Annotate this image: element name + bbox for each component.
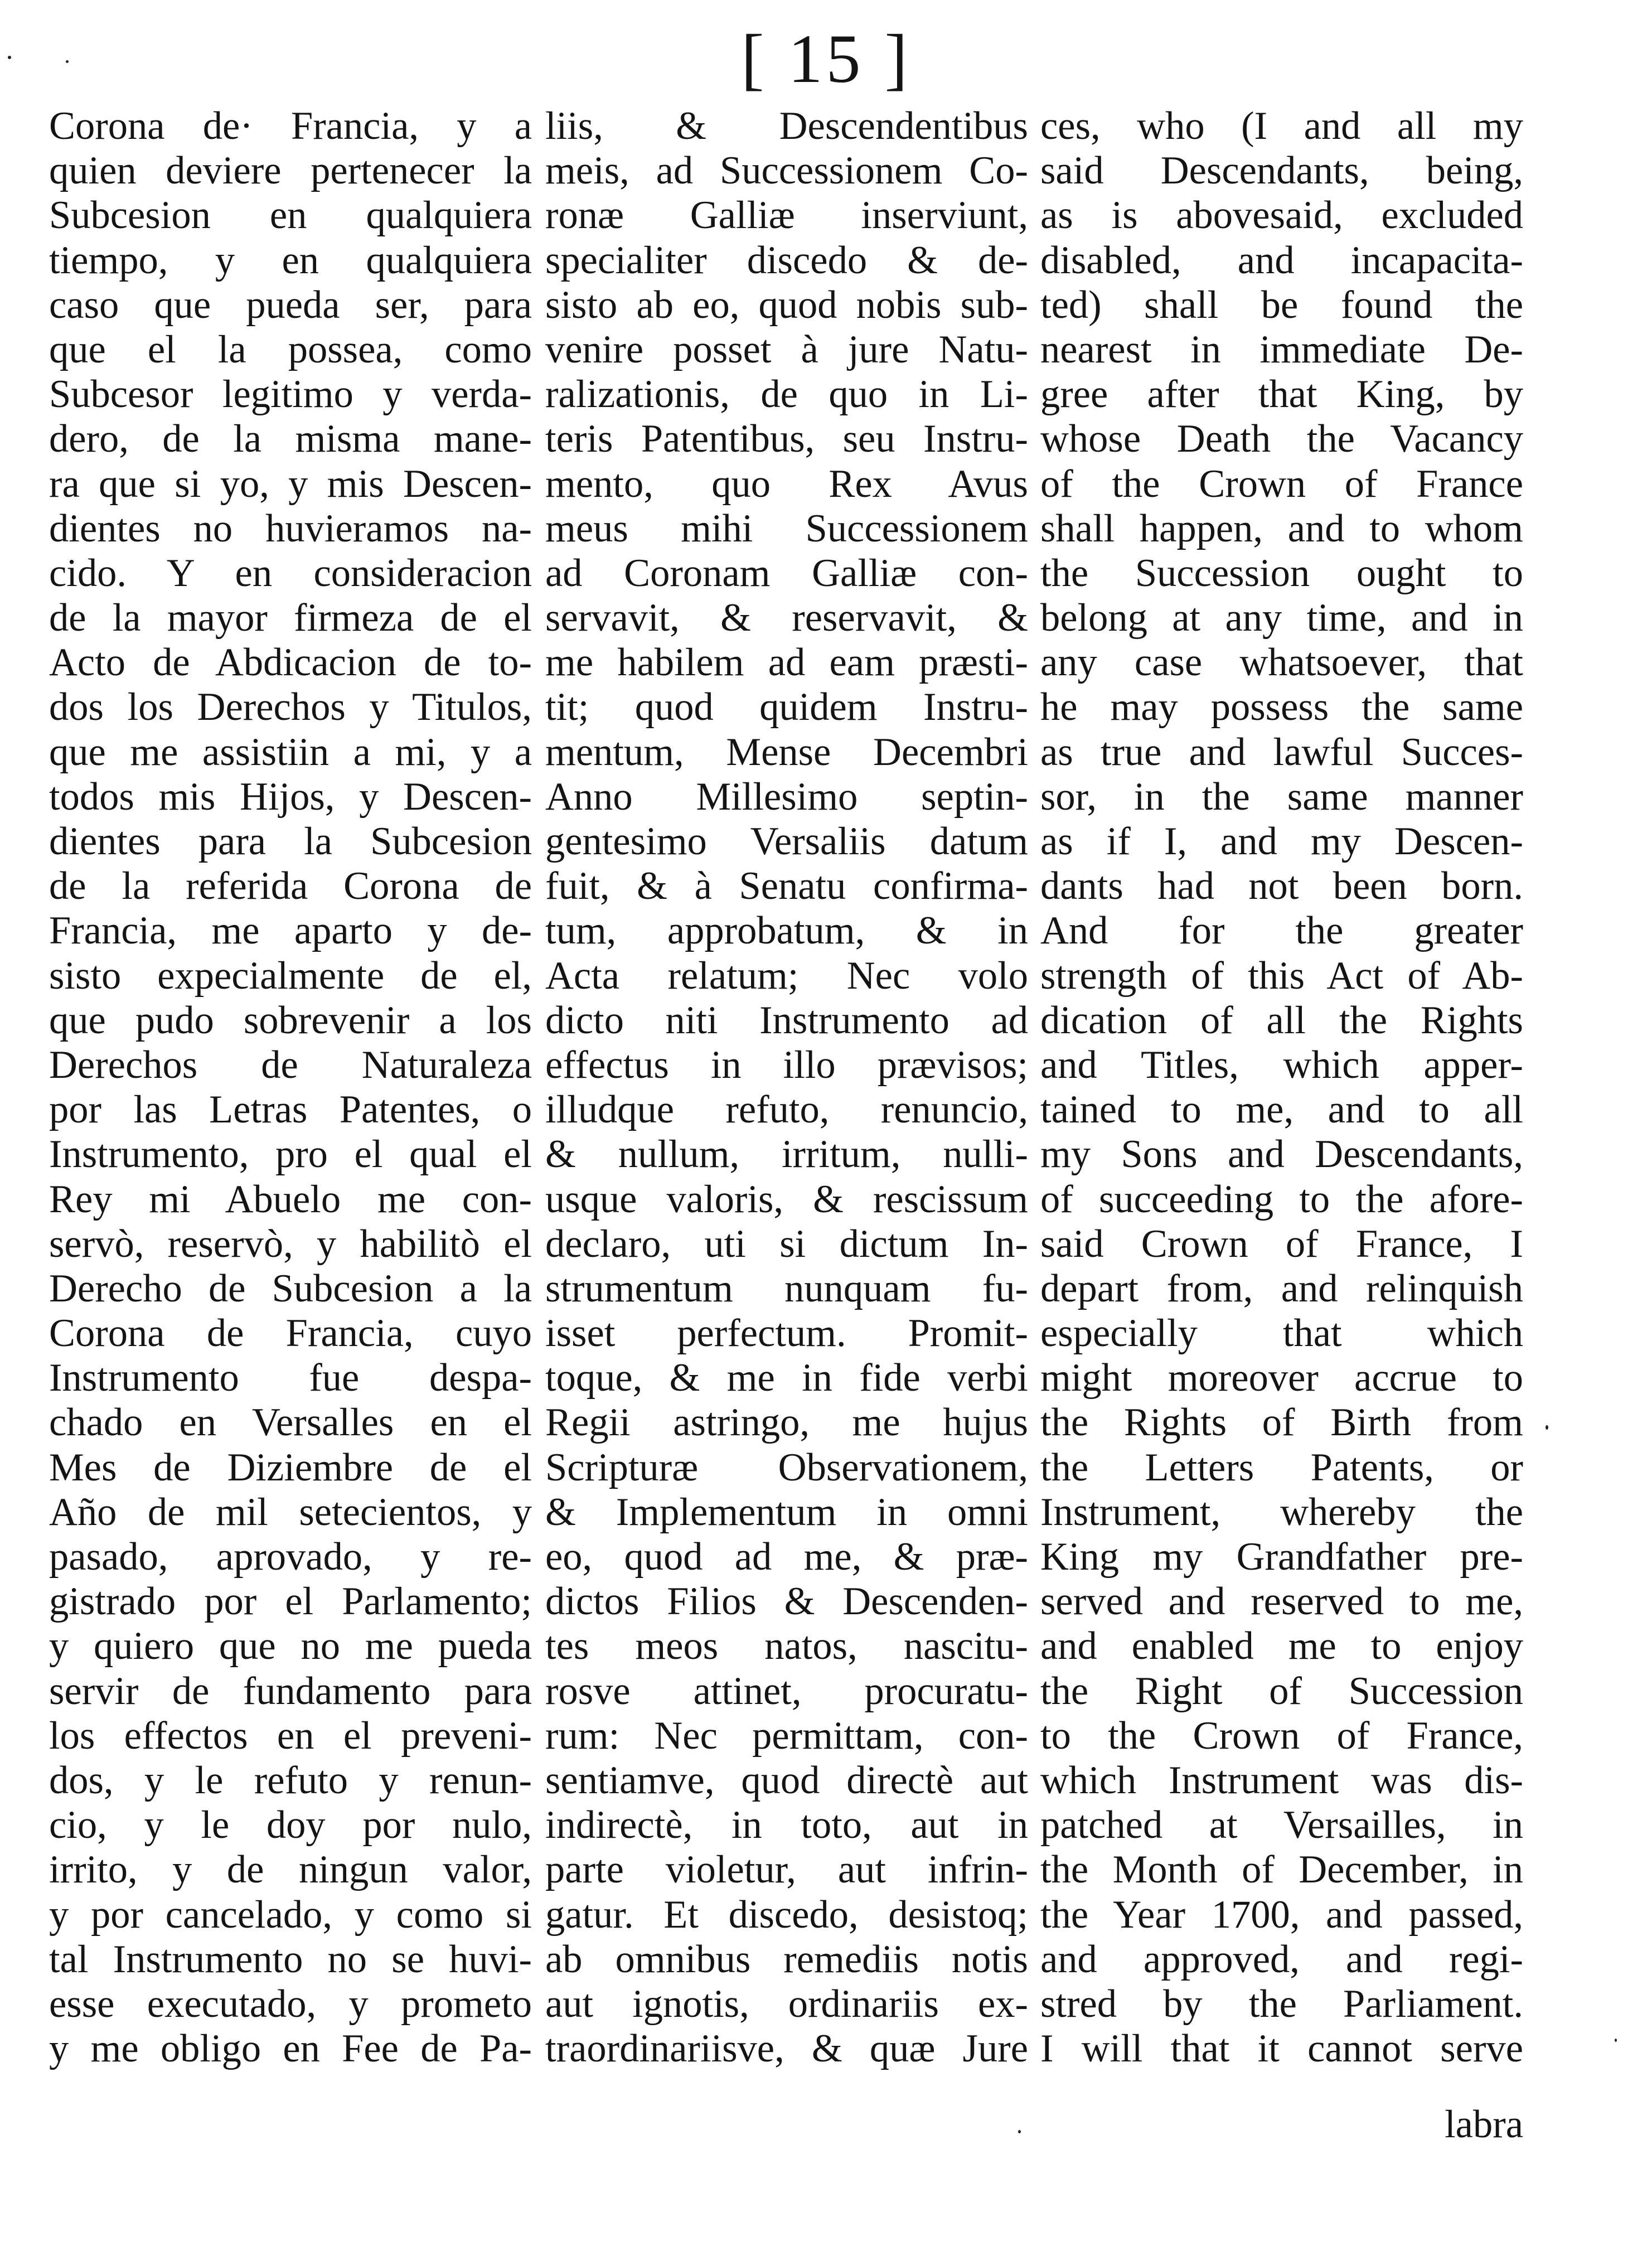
spanish-line: servir de fundamento para	[49, 1669, 532, 1713]
spanish-line: por las Letras Patentes, o	[49, 1088, 532, 1132]
latin-line: aut ignotis, ordinariis ex-	[545, 1982, 1028, 2026]
english-line: tained to me, and to all	[1040, 1088, 1523, 1132]
english-line: patched at Versailles, in	[1040, 1803, 1523, 1847]
latin-line: Anno Millesimo septin-	[545, 774, 1028, 819]
english-line: the Letters Patents, or	[1040, 1445, 1523, 1489]
spanish-line: que el la possea, como	[49, 327, 532, 371]
latin-line: illudque refuto, renuncio,	[545, 1088, 1028, 1132]
latin-line: fuit, & à Senatu confirma-	[545, 864, 1028, 908]
spanish-line: todos mis Hijos, y Descen-	[49, 774, 532, 819]
spanish-line: Instrumento, pro el qual el	[49, 1132, 532, 1177]
english-line: sor, in the same manner	[1040, 774, 1523, 819]
latin-line: tes meos natos, nascitu-	[545, 1624, 1028, 1668]
english-line: nearest in immediate De-	[1040, 327, 1523, 371]
english-line: And for the greater	[1040, 909, 1523, 953]
latin-line: gatur. Et discedo, desistoq;	[545, 1892, 1028, 1937]
spanish-line: Instrumento fue despa-	[49, 1356, 532, 1400]
english-line: Instrument, whereby the	[1040, 1490, 1523, 1534]
latin-line: sisto ab eo, quod nobis sub-	[545, 283, 1028, 327]
ink-speck	[1018, 2130, 1021, 2133]
english-line: disabled, and incapacita-	[1040, 238, 1523, 282]
english-line: the Month of December, in	[1040, 1848, 1523, 1892]
spanish-line: dientes para la Subcesion	[49, 820, 532, 863]
latin-line: servavit, & reservavit, &	[545, 596, 1028, 640]
english-line: dants had not been born.	[1040, 864, 1523, 908]
english-line: the Rights of Birth from	[1040, 1401, 1523, 1445]
english-line: as true and lawful Succes-	[1040, 730, 1523, 774]
english-line: depart from, and relinquish	[1040, 1266, 1523, 1310]
spanish-line: Año de mil setecientos, y	[49, 1490, 532, 1534]
latin-line: dictos Filios & Descenden-	[545, 1580, 1028, 1624]
english-line: which Instrument was dis-	[1040, 1758, 1523, 1802]
english-line: I will that it cannot serve	[1040, 2027, 1523, 2071]
spanish-line: y me obligo en Fee de Pa-	[49, 2027, 532, 2071]
english-line: of succeeding to the afore-	[1040, 1177, 1523, 1221]
spanish-line: que pudo sobrevenir a los	[49, 998, 532, 1042]
latin-line: Regii astringo, me hujus	[545, 1401, 1028, 1445]
latin-line: me habilem ad eam præsti-	[545, 641, 1028, 685]
spanish-line: dos los Derechos y Titulos,	[49, 685, 532, 729]
latin-line: ad Coronam Galliæ con-	[545, 551, 1028, 595]
spanish-line: Subcesion en qualquiera	[49, 193, 532, 238]
spanish-line: sisto expecialmente de el,	[49, 953, 532, 998]
latin-line: ronæ Galliæ inserviunt,	[545, 193, 1028, 238]
english-line: as is abovesaid, excluded	[1040, 193, 1523, 238]
spanish-line: cio, y le doy por nulo,	[49, 1803, 532, 1847]
spanish-line: cido. Y en consideracion	[49, 551, 532, 595]
latin-line: meis, ad Successionem Co-	[545, 149, 1028, 193]
english-line: and approved, and regi-	[1040, 1937, 1523, 1981]
english-line: he may possess the same	[1040, 685, 1523, 729]
latin-line: strumentum nunquam fu-	[545, 1266, 1028, 1310]
english-line: said Crown of France, I	[1040, 1222, 1523, 1266]
spanish-line: caso que pueda ser, para	[49, 283, 532, 327]
english-line: might moreover accrue to	[1040, 1356, 1523, 1400]
latin-line: ralizationis, de quo in Li-	[545, 372, 1028, 417]
latin-line: meus mihi Successionem	[545, 506, 1028, 550]
spanish-line: y por cancelado, y como si	[49, 1892, 532, 1937]
spanish-line: Francia, me aparto y de-	[49, 909, 532, 953]
latin-line: isset perfectum. Promit-	[545, 1311, 1028, 1356]
spanish-line: Derecho de Subcesion a la	[49, 1266, 532, 1310]
latin-line: eo, quod ad me, & præ-	[545, 1535, 1028, 1579]
latin-line: specialiter discedo & de-	[545, 238, 1028, 282]
english-line: said Descendants, being,	[1040, 149, 1523, 193]
ink-speck	[8, 56, 11, 59]
english-line: to the Crown of France,	[1040, 1713, 1523, 1758]
spanish-line: servò, reservò, y habilitò el	[49, 1222, 532, 1266]
english-line: strength of this Act of Ab-	[1040, 953, 1523, 998]
spanish-line: de la referida Corona de	[49, 864, 532, 908]
page-number: [ 15 ]	[741, 21, 911, 97]
ink-speck	[1546, 1425, 1548, 1430]
latin-line: tit; quod quidem Instru-	[545, 685, 1028, 729]
spanish-line: dero, de la misma mane-	[49, 417, 532, 461]
latin-line: effectus in illo prævisos;	[545, 1043, 1028, 1087]
english-line: as if I, and my Descen-	[1040, 820, 1523, 863]
latin-line: gentesimo Versaliis datum	[545, 820, 1028, 863]
ink-speck	[1615, 2039, 1617, 2042]
latin-line: parte violetur, aut infrin-	[545, 1848, 1028, 1892]
spanish-line: gistrado por el Parlamento;	[49, 1580, 532, 1624]
spanish-line: tal Instrumento no se huvi-	[49, 1937, 532, 1981]
latin-line: & Implementum in omni	[545, 1490, 1028, 1534]
spanish-line: los effectos en el preveni-	[49, 1713, 532, 1758]
english-line: and Titles, which apper-	[1040, 1043, 1523, 1087]
english-line: ces, who (I and all my	[1040, 104, 1523, 148]
english-line: ted) shall be found the	[1040, 283, 1523, 327]
latin-line: declaro, uti si dictum In-	[545, 1222, 1028, 1266]
english-line: the Year 1700, and passed,	[1040, 1892, 1523, 1937]
latin-line: Acta relatum; Nec volo	[545, 953, 1028, 998]
latin-line: traordinariisve, & quæ Jure	[545, 2027, 1028, 2071]
english-line: King my Grandfather pre-	[1040, 1535, 1523, 1579]
spanish-line: Rey mi Abuelo me con-	[49, 1177, 532, 1221]
english-line: served and reserved to me,	[1040, 1580, 1523, 1624]
spanish-line: Mes de Diziembre de el	[49, 1445, 532, 1489]
english-line: stred by the Parliament.	[1040, 1982, 1523, 2026]
latin-line: teris Patentibus, seu Instru-	[545, 417, 1028, 461]
latin-line: indirectè, in toto, aut in	[545, 1803, 1028, 1847]
english-line: dication of all the Rights	[1040, 998, 1523, 1042]
english-line: the Right of Succession	[1040, 1669, 1523, 1713]
english-line: my Sons and Descendants,	[1040, 1132, 1523, 1177]
spanish-line: Corona de· Francia, y a	[49, 104, 532, 148]
spanish-line: pasado, aprovado, y re-	[49, 1535, 532, 1579]
latin-line: usque valoris, & rescissum	[545, 1177, 1028, 1221]
english-line: any case whatsoever, that	[1040, 641, 1523, 685]
english-line: and enabled me to enjoy	[1040, 1624, 1523, 1668]
spanish-line: Acto de Abdicacion de to-	[49, 641, 532, 685]
english-line: whose Death the Vacancy	[1040, 417, 1523, 461]
english-line: of the Crown of France	[1040, 462, 1523, 506]
spanish-line: Derechos de Naturaleza	[49, 1043, 532, 1087]
english-line: belong at any time, and in	[1040, 596, 1523, 640]
latin-line: dicto niti Instrumento ad	[545, 998, 1028, 1042]
latin-line: rosve attinet, procuratu-	[545, 1669, 1028, 1713]
latin-line: toque, & me in fide verbi	[545, 1356, 1028, 1400]
spanish-line: esse executado, y prometo	[49, 1982, 532, 2026]
spanish-line: dos, y le refuto y renun-	[49, 1758, 532, 1802]
latin-column	[545, 104, 1028, 2071]
latin-line: tum, approbatum, & in	[545, 909, 1028, 953]
spanish-line: y quiero que no me pueda	[49, 1624, 532, 1668]
spanish-line: de la mayor firmeza de el	[49, 596, 532, 640]
latin-line: liis, & Descendentibus	[545, 104, 1028, 148]
english-line: especially that which	[1040, 1311, 1523, 1356]
spanish-column	[49, 104, 532, 2071]
spanish-line: Corona de Francia, cuyo	[49, 1311, 532, 1356]
spanish-line: Subcesor legitimo y verda-	[49, 372, 532, 417]
english-line: shall happen, and to whom	[1040, 506, 1523, 550]
latin-line: ab omnibus remediis notis	[545, 1937, 1028, 1981]
catchword: labra	[1445, 2103, 1523, 2146]
spanish-line: irrito, y de ningun valor,	[49, 1848, 532, 1892]
spanish-line: chado en Versalles en el	[49, 1401, 532, 1445]
spanish-line: ra que si yo, y mis Descen-	[49, 462, 532, 506]
spanish-line: quien deviere pertenecer la	[49, 149, 532, 193]
latin-line: venire posset à jure Natu-	[545, 327, 1028, 371]
spanish-line: tiempo, y en qualquiera	[49, 238, 532, 282]
ink-speck	[66, 60, 69, 63]
latin-line: sentiamve, quod directè aut	[545, 1758, 1028, 1802]
english-line: the Succession ought to	[1040, 551, 1523, 595]
latin-line: & nullum, irritum, nulli-	[545, 1132, 1028, 1177]
english-line: gree after that King, by	[1040, 372, 1523, 417]
latin-line: Scripturæ Observationem,	[545, 1445, 1028, 1489]
latin-line: mento, quo Rex Avus	[545, 462, 1028, 506]
spanish-line: que me assistiin a mi, y a	[49, 730, 532, 774]
latin-line: rum: Nec permittam, con-	[545, 1713, 1028, 1758]
latin-line: mentum, Mense Decembri	[545, 730, 1028, 774]
spanish-line: dientes no huvieramos na-	[49, 506, 532, 550]
english-column	[1040, 104, 1523, 2071]
